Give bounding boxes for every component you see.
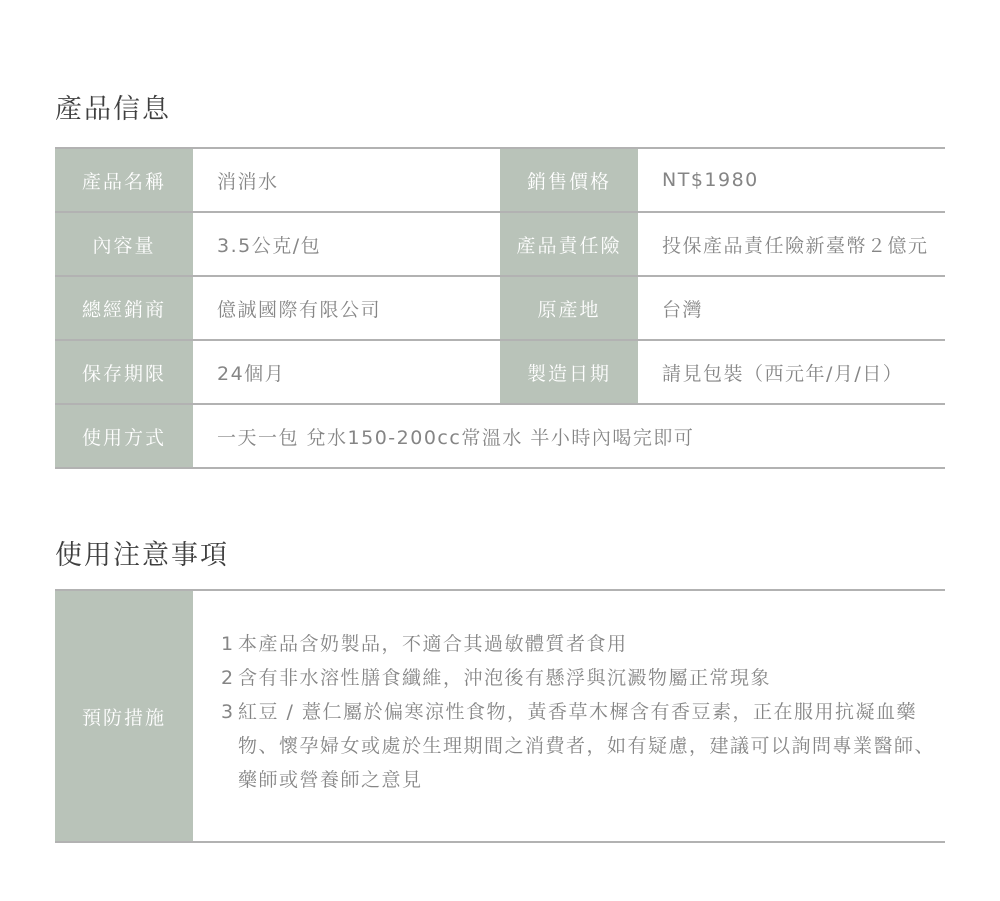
value-usage: 一天一包 兌水150-200cc常溫水 半小時內喝完即可 [217,426,695,449]
label-precautions: 預防措施 [55,591,193,841]
value-distributor: 億誠國際有限公司 [217,298,382,321]
value-origin: 台灣 [662,298,704,321]
list-item-number: 1 [221,633,235,655]
list-item [221,627,945,661]
label-shelf-life: 保存期限 [55,341,193,403]
table-row [55,405,945,469]
list-item [221,661,945,695]
list-item [221,695,945,797]
product-info-table [55,147,945,469]
label-liability-insurance: 產品責任險 [500,213,638,275]
table-row [55,213,945,277]
table-row [55,591,945,843]
label-content: 內容量 [55,213,193,275]
precautions-table [55,589,945,843]
product-info-title: 產品信息 [55,94,171,125]
label-product-name: 產品名稱 [55,149,193,211]
value-product-name: 消消水 [217,170,279,193]
list-item-number: 2 [221,667,235,689]
precautions-list [193,591,945,841]
list-item-number: 3 [221,701,235,723]
list-item-text: 紅豆 / 薏仁屬於偏寒涼性食物，黃香草木樨含有香豆素，正在服用抗凝血藥物、懷孕婦女或處於生理期間之消費者，如有疑慮，建議可以詢問專業醫師、藥師或營養師之意見 [238,701,936,791]
label-manufacture-date: 製造日期 [500,341,638,403]
list-item-text: 本產品含奶製品，不適合其過敏體質者食用 [238,633,628,655]
value-content: 3.5公克/包 [217,234,322,257]
label-origin: 原產地 [500,277,638,339]
value-manufacture-date: 請見包裝（西元年/月/日） [662,362,904,385]
table-row [55,149,945,213]
table-row [55,277,945,341]
precautions-title: 使用注意事項 [55,540,229,571]
value-liability-insurance: 投保產品責任險新臺幣２億元 [662,234,929,257]
label-price: 銷售價格 [500,149,638,211]
label-distributor: 總經銷商 [55,277,193,339]
table-row [55,341,945,405]
list-item-text: 含有非水溶性膳食纖維，沖泡後有懸浮與沉澱物屬正常現象 [238,667,772,689]
label-usage: 使用方式 [55,405,193,467]
value-shelf-life: 24個月 [217,362,286,385]
value-price: NT$1980 [662,169,759,191]
